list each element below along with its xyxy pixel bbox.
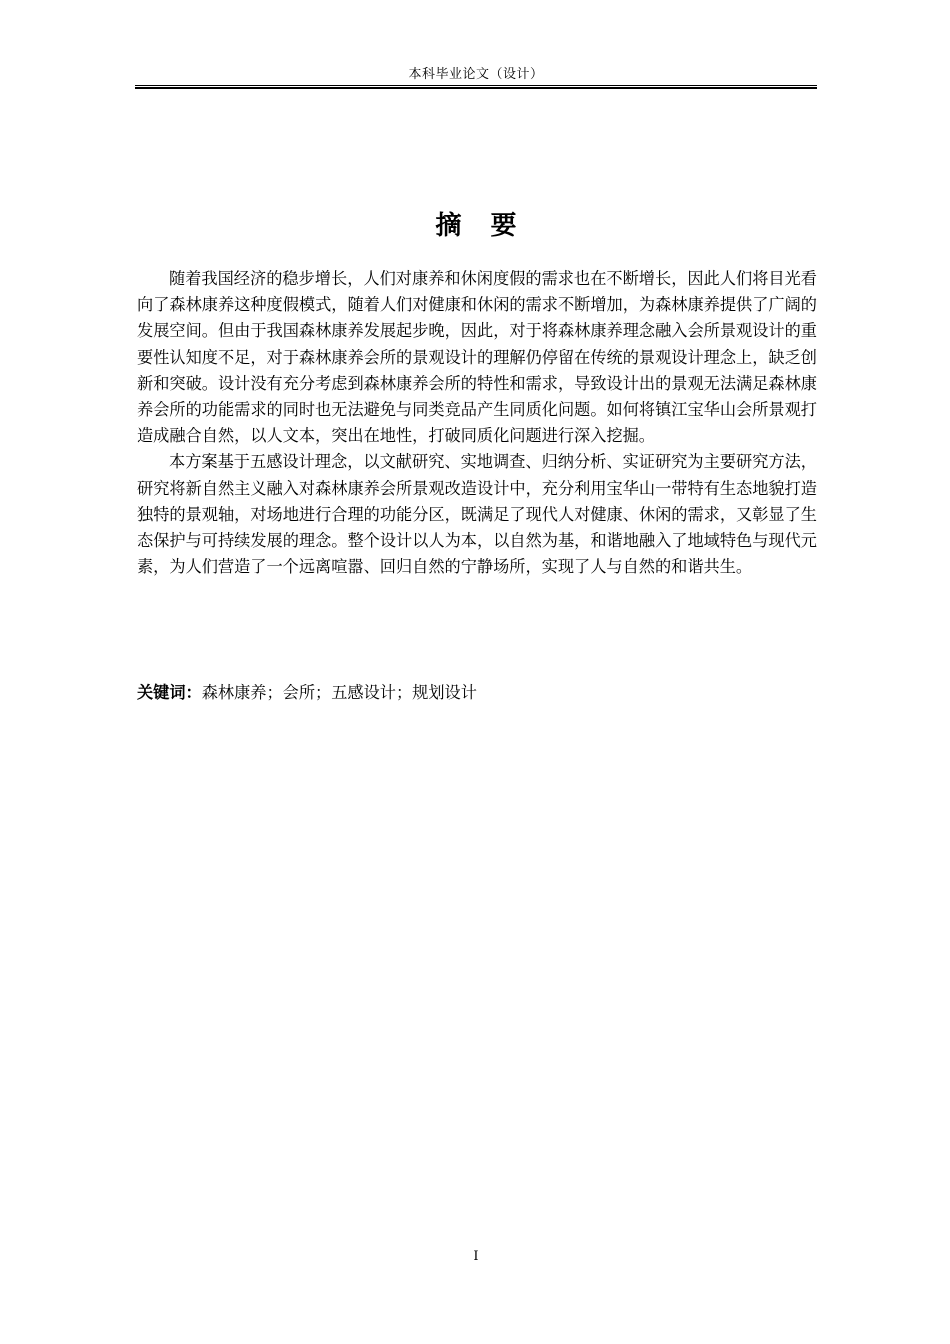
abstract-paragraph-1: 随着我国经济的稳步增长，人们对康养和休闲度假的需求也在不断增长，因此人们将目光看向了森林康养这种度假模式，随着人们对健康和休闲的需求不断增加，为森林康养提供了广阔的发展空间。但由于我国森林康养发展起步晚，因此，对于将森林康养理念融入会所景观设计的重要性认知度不足，对于森林康养会所的景观设计的理解仍停留在传统的景观设计理念上，缺乏创新和突破。设计没有充分考虑到森林康养会所的特性和需求，导致设计出的景观无法满足森林康养会所的功能需求的同时也无法避免与同类竞品产生同质化问题。如何将镇江宝华山会所景观打造成融合自然，以人文本，突出在地性，打破同质化问题进行深入挖掘。 [137, 269, 817, 446]
keywords-value: 森林康养；会所；五感设计；规划设计 [201, 683, 477, 702]
running-header: 本科毕业论文（设计） [408, 67, 544, 82]
keywords-label: 关键词： [137, 683, 202, 702]
abstract-paragraph-2: 本方案基于五感设计理念，以文献研究、实地调查、归纳分析、实证研究为主要研究方法，研究将新自然主义融入对森林康养会所景观改造设计中，充分利用宝华山一带特有生态地貌打造独特的景观轴，对场地进行合理的功能分区，既满足了现代人对健康、休闲的需求，又彰显了生态保护与可持续发展的理念。整个设计以人为本，以自然为基，和谐地融入了地域特色与现代元素，为人们营造了一个远离喧嚣、回归自然的宁静场所，实现了人与自然的和谐共生。 [137, 452, 817, 577]
header-rule-thin [135, 85, 817, 86]
keywords-line [137, 680, 817, 706]
header-rule-thick [135, 87, 817, 89]
abstract-body [137, 266, 817, 580]
abstract-title: 摘 要 [435, 211, 527, 241]
page-number: I [473, 1249, 479, 1264]
